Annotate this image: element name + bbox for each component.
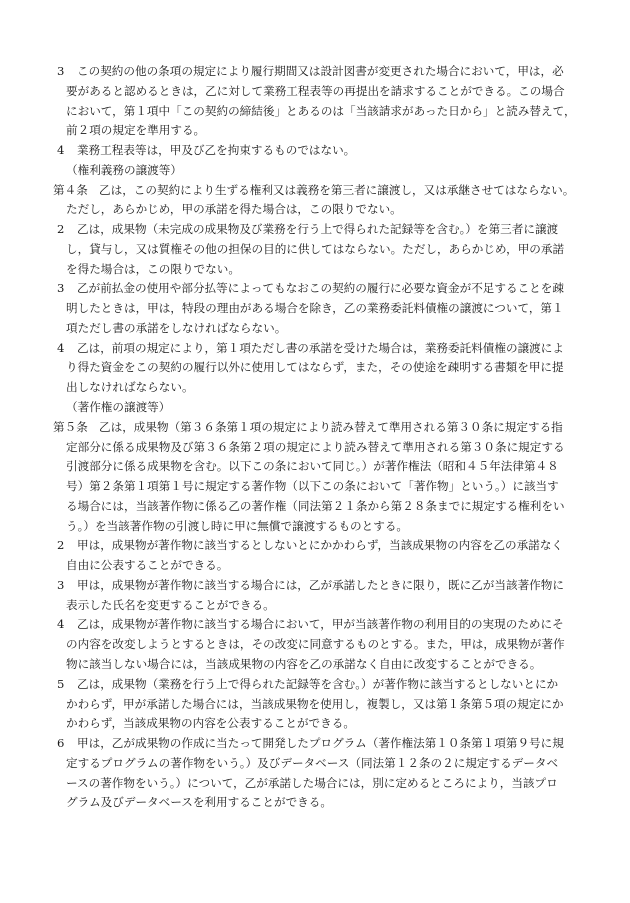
continuation-text: 定部分に係る成果物及び第３６条第２項の規定により読み替えて準用される第３０条に規定する <box>66 439 565 454</box>
paragraph-text: 甲は，成果物が著作物に該当する場合には，乙が承諾したときに限り，既に乙が当該著作物に <box>77 577 564 592</box>
paragraph-text: 乙は，成果物（業務を行う上で得られた記録等を含む。）が著作物に該当するとしないとにか <box>77 676 559 691</box>
text-line <box>0 675 630 695</box>
text-line <box>0 635 630 655</box>
paragraph-number: 2 <box>57 222 65 237</box>
continuation-text: 物に該当しない場合には，当該成果物の内容を乙の承諾なく自由に改変することができる。 <box>66 656 542 671</box>
article-text: 乙は，この契約により生ずる権利又は義務を第三者に譲渡し，又は承継させてはならない。 <box>99 182 575 197</box>
text-line <box>0 121 630 141</box>
continuation-text: 要があると認めるときは，乙に対して業務工程表等の再提出を請求することができる。この場合 <box>66 83 565 98</box>
paragraph-text: 甲は，成果物が著作物に該当するとしないとにかかわらず，当該成果物の内容を乙の承諾なく <box>77 538 564 553</box>
continuation-text: 出しなければならない。 <box>66 380 194 395</box>
text-line <box>0 161 630 181</box>
text-line <box>0 339 630 359</box>
text-line <box>0 556 630 576</box>
text-line <box>0 695 630 715</box>
continuation-text: 自由に公表することができる。 <box>66 558 229 573</box>
text-line <box>0 774 630 794</box>
continuation-text: かわらず，甲が承諾した場合には，当該成果物を使用し，複製し，又は第１条第５項の規定にか <box>66 696 564 711</box>
paragraph-number: 2 <box>57 538 65 553</box>
paragraph-number: 4 <box>57 340 65 355</box>
continuation-text: る場合には，当該著作物に係る乙の著作権（同法第２１条から第２８条までに規定する権利をい <box>66 498 565 513</box>
text-line <box>0 615 630 635</box>
continuation-text: ースの著作物をいう。）について，乙が承諾した場合には，別に定めるところにより，当該プロ <box>66 775 558 790</box>
paragraph-number: 4 <box>57 617 65 632</box>
paragraph-text: 甲は，乙が成果物の作成に当たって開発したプログラム（著作権法第１０条第１項第９号に規 <box>77 736 564 751</box>
text-line <box>0 457 630 477</box>
text-line <box>0 62 630 82</box>
continuation-text: の内容を改変しようとするときは，その改変に同意するものとする。また，甲は，成果物が著作 <box>66 637 565 652</box>
text-line <box>0 82 630 102</box>
paragraph-number: 6 <box>57 736 65 751</box>
continuation-text: 号）第２条第１項第１号に規定する著作物（以下この条において「著作物」という。）に該当す <box>66 479 559 494</box>
paragraph-number: 3 <box>57 281 65 296</box>
text-line <box>0 754 630 774</box>
continuation-text: を得た場合は，この限りでない。 <box>66 261 240 276</box>
article-heading: （著作権の譲渡等） <box>66 400 171 415</box>
continuation-text: う。）を当該著作物の引渡し時に甲に無償で譲渡するものとする。 <box>66 518 409 533</box>
text-line <box>0 240 630 260</box>
text-line <box>0 793 630 813</box>
continuation-text: ただし，あらかじめ，甲の承諾を得た場合は，この限りでない。 <box>66 202 402 217</box>
continuation-text: 定するプログラムの著作物をいう。）及びデータベース（同法第１２条の２に規定するデータベ <box>66 755 559 770</box>
continuation-text: 項ただし書の承諾をしなければならない。 <box>66 320 287 335</box>
article-text: 乙は，成果物（第３６条第１項の規定により読み替えて準用される第３０条に規定する指 <box>99 419 563 434</box>
continuation-text: 表示した氏名を変更することができる。 <box>66 597 275 612</box>
document-page <box>0 62 630 813</box>
article-heading: （権利義務の譲渡等） <box>66 162 182 177</box>
paragraph-number: 4 <box>57 143 65 158</box>
text-line <box>0 714 630 734</box>
text-line <box>0 576 630 596</box>
continuation-text: において，第１項中「この契約の締結後」とあるのは「当該請求があった日から」と読み替えて， <box>66 103 576 118</box>
text-line <box>0 517 630 537</box>
text-line <box>0 200 630 220</box>
paragraph-text: 乙が前払金の使用や部分払等によってもなおこの契約の履行に必要な資金が不足することを疎 <box>77 281 564 296</box>
continuation-text: グラム及びデータベースを利用することができる。 <box>66 795 332 810</box>
paragraph-text: 乙は，成果物（未完成の成果物及び業務を行う上で得られた記録等を含む。）を第三者に譲渡 <box>77 222 559 237</box>
paragraph-text: 乙は，前項の規定により，第１項ただし書の承諾を受けた場合は，業務委託料債権の譲渡によ <box>77 340 564 355</box>
text-line <box>0 734 630 754</box>
text-line <box>0 596 630 616</box>
text-line <box>0 398 630 418</box>
continuation-text: り得た資金をこの契約の履行以外に使用してはならず，また，その使途を疎明する書類を甲に提 <box>66 360 564 375</box>
continuation-text: 引渡部分に係る成果物を含む。以下この条において同じ。）が著作権法（昭和４５年法律第４８ <box>66 459 559 474</box>
text-line <box>0 438 630 458</box>
continuation-text: 前２項の規定を準用する。 <box>66 123 206 138</box>
continuation-text: 明したときは，甲は，特段の理由がある場合を除き，乙の業務委託料債権の譲渡について，第１ <box>66 301 564 316</box>
text-line <box>0 260 630 280</box>
article-number: 第５条 <box>53 419 88 434</box>
text-line <box>0 536 630 556</box>
text-line <box>0 477 630 497</box>
paragraph-number: 3 <box>57 64 65 78</box>
text-line <box>0 181 630 201</box>
continuation-text: かわらず，当該成果物の内容を公表することができる。 <box>66 716 355 731</box>
paragraph-number: 5 <box>57 676 65 691</box>
text-line <box>0 141 630 161</box>
text-line <box>0 220 630 240</box>
text-line <box>0 378 630 398</box>
paragraph-text: 業務工程表等は，甲及び乙を拘束するものではない。 <box>77 143 356 158</box>
continuation-text: し，貸与し，又は質権その他の担保の目的に供してはならない。ただし，あらかじめ，甲の承諾 <box>66 241 565 256</box>
text-line <box>0 418 630 438</box>
text-line <box>0 655 630 675</box>
text-line <box>0 299 630 319</box>
paragraph-text: この契約の他の条項の規定により履行期間又は設計図書が変更された場合において，甲は，必 <box>77 64 564 78</box>
text-line <box>0 102 630 122</box>
paragraph-number: 3 <box>57 577 65 592</box>
text-line <box>0 358 630 378</box>
text-line <box>0 319 630 339</box>
article-number: 第４条 <box>53 182 88 197</box>
paragraph-text: 乙は，成果物が著作物に該当する場合において，甲が当該著作物の利用目的の実現のためにそ <box>77 617 564 632</box>
text-line <box>0 279 630 299</box>
text-line <box>0 497 630 517</box>
